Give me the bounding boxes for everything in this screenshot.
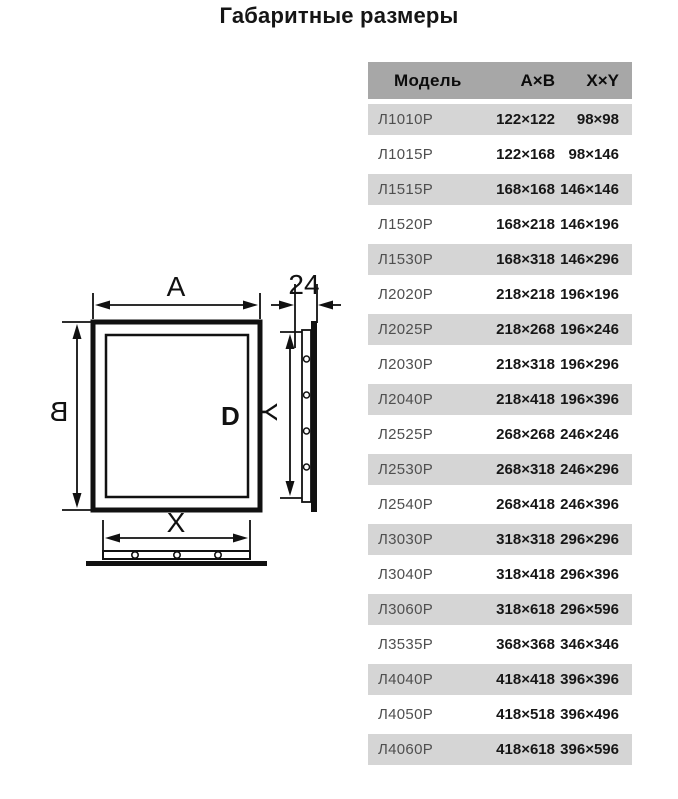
table-row: [368, 279, 632, 310]
ab-cell: 168×218: [496, 216, 555, 233]
header-ab: A×B: [520, 70, 555, 90]
model-cell: Л3040Р: [378, 566, 434, 583]
xy-cell: 396×496: [560, 706, 619, 723]
xy-cell: 146×146: [560, 181, 619, 198]
table-row: [368, 314, 632, 345]
dimensions-table: [368, 62, 632, 769]
table-row: [368, 349, 632, 380]
ab-cell: 268×318: [496, 461, 555, 478]
table-row: [368, 524, 632, 555]
dim-label-x: X: [166, 507, 186, 538]
xy-cell: 146×296: [560, 251, 619, 268]
model-cell: Л4060Р: [378, 741, 434, 758]
header-model: Модель: [394, 70, 462, 90]
ab-cell: 268×268: [496, 426, 555, 443]
model-cell: Л2030Р: [378, 356, 434, 373]
ab-cell: 318×418: [496, 566, 555, 583]
arrowhead-x-left: [105, 534, 120, 543]
xy-cell: 98×98: [576, 111, 619, 128]
model-cell: Л1515Р: [378, 181, 434, 198]
xy-cell: 196×246: [560, 321, 619, 338]
arrowhead-y-top: [286, 334, 295, 349]
ab-cell: 418×418: [496, 671, 555, 688]
model-cell: Л3060Р: [378, 601, 434, 618]
ab-cell: 268×418: [496, 496, 555, 513]
ab-cell: 318×318: [496, 531, 555, 548]
table-row: [368, 244, 632, 275]
ab-cell: 218×218: [496, 286, 555, 303]
table-row: [368, 174, 632, 205]
table-row: [368, 699, 632, 730]
xy-cell: 296×296: [560, 531, 619, 548]
table-row: [368, 664, 632, 695]
model-cell: Л3535Р: [378, 636, 434, 653]
xy-cell: 196×296: [560, 356, 619, 373]
table-row: [368, 454, 632, 485]
table-row: [368, 209, 632, 240]
arrowhead-a-right: [243, 301, 258, 310]
mount-hole: [174, 552, 180, 558]
model-cell: Л1015Р: [378, 146, 434, 163]
handle-label: D: [221, 401, 240, 431]
ab-cell: 418×518: [496, 706, 555, 723]
model-cell: Л1530Р: [378, 251, 434, 268]
ab-cell: 218×268: [496, 321, 555, 338]
arrowhead-24-left: [279, 301, 294, 310]
mount-hole: [132, 552, 138, 558]
dim-label-a: A: [166, 271, 186, 302]
xy-cell: 296×396: [560, 566, 619, 583]
mount-hole: [304, 464, 310, 470]
model-cell: Л2025Р: [378, 321, 434, 338]
dimension-drawing: [30, 258, 350, 580]
xy-cell: 246×396: [560, 496, 619, 513]
model-cell: Л2020Р: [378, 286, 434, 303]
xy-cell: 146×196: [560, 216, 619, 233]
table-row: [368, 629, 632, 660]
xy-cell: 396×396: [560, 671, 619, 688]
ab-cell: 218×318: [496, 356, 555, 373]
table-row: [368, 559, 632, 590]
table-row: [368, 594, 632, 625]
mount-hole: [304, 392, 310, 398]
page-title: Габаритные размеры: [219, 3, 459, 28]
model-cell: Л4040Р: [378, 671, 434, 688]
mount-hole: [304, 356, 310, 362]
table-row: [368, 734, 632, 765]
xy-cell: 98×146: [568, 146, 619, 163]
dim-label-b: B: [49, 396, 69, 427]
table-row: [368, 489, 632, 520]
arrowhead-24-right: [318, 301, 333, 310]
model-cell: Л4050Р: [378, 706, 434, 723]
model-cell: Л2040Р: [378, 391, 434, 408]
xy-cell: 246×296: [560, 461, 619, 478]
arrowhead-a-left: [95, 301, 110, 310]
table-row: [368, 384, 632, 415]
model-cell: Л1520Р: [378, 216, 434, 233]
arrowhead-b-bottom: [73, 493, 82, 508]
arrowhead-x-right: [233, 534, 248, 543]
arrowhead-y-bottom: [286, 481, 295, 496]
table-row: [368, 419, 632, 450]
model-cell: Л2530Р: [378, 461, 434, 478]
xy-cell: 246×246: [560, 426, 619, 443]
xy-cell: 296×596: [560, 601, 619, 618]
xy-cell: 346×346: [560, 636, 619, 653]
mount-hole: [304, 428, 310, 434]
dim-label-y: Y: [252, 402, 283, 422]
ab-cell: 418×618: [496, 741, 555, 758]
ab-cell: 168×318: [496, 251, 555, 268]
dim-label-24: 24: [288, 269, 320, 300]
xy-cell: 196×396: [560, 391, 619, 408]
table-row: [368, 139, 632, 170]
ab-cell: 318×618: [496, 601, 555, 618]
xy-cell: 196×196: [560, 286, 619, 303]
mount-hole: [215, 552, 221, 558]
ab-cell: 368×368: [496, 636, 555, 653]
table-row: [368, 104, 632, 135]
arrowhead-b-top: [73, 324, 82, 339]
model-cell: Л2540Р: [378, 496, 434, 513]
table-header-row: [368, 62, 632, 99]
model-cell: Л2525Р: [378, 426, 434, 443]
ab-cell: 122×168: [496, 146, 555, 163]
bottom-view-door-edge: [86, 561, 267, 566]
model-cell: Л1010Р: [378, 111, 434, 128]
ab-cell: 218×418: [496, 391, 555, 408]
model-cell: Л3030Р: [378, 531, 434, 548]
ab-cell: 168×168: [496, 181, 555, 198]
header-xy: X×Y: [586, 70, 619, 90]
ab-cell: 122×122: [496, 111, 555, 128]
xy-cell: 396×596: [560, 741, 619, 758]
